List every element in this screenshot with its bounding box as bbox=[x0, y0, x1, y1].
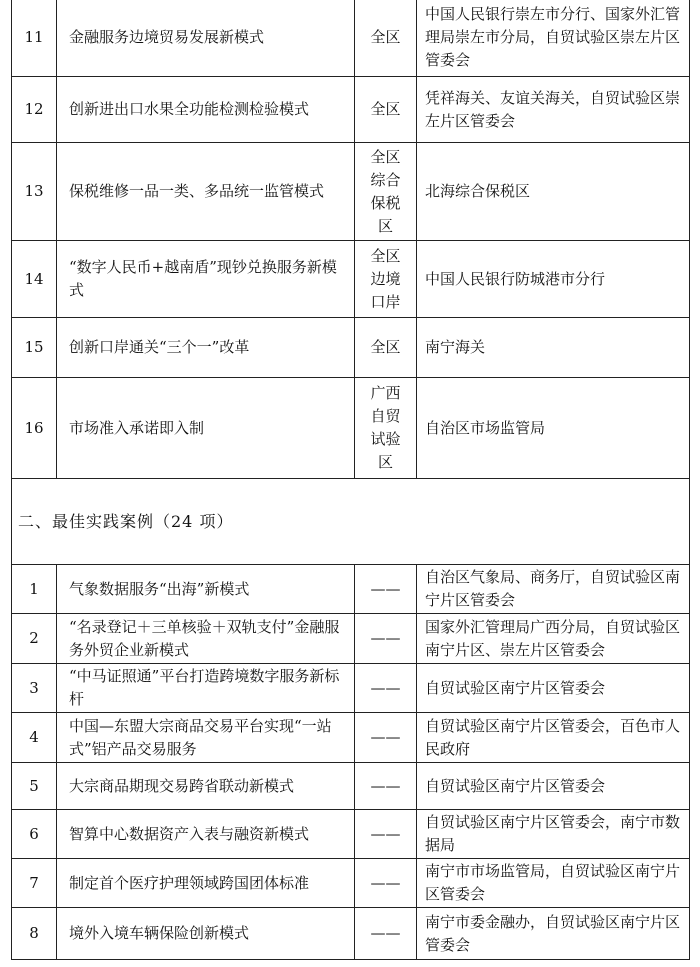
row-number: 5 bbox=[12, 763, 57, 810]
responsible-unit: 自治区气象局、商务厅，自贸试验区南宁片区管委会 bbox=[417, 565, 690, 614]
scope-cell: —— bbox=[355, 908, 417, 960]
case-name: 制定首个医疗护理领域跨国团体标准 bbox=[57, 859, 355, 908]
responsible-unit: 南宁海关 bbox=[417, 318, 690, 378]
row-number: 11 bbox=[12, 0, 57, 77]
case-name: 大宗商品期现交易跨省联动新模式 bbox=[57, 763, 355, 810]
row-number: 16 bbox=[12, 378, 57, 479]
table-row bbox=[12, 763, 690, 810]
table-row bbox=[12, 859, 690, 908]
table-row bbox=[12, 713, 690, 763]
case-name: 创新口岸通关“三个一”改革 bbox=[57, 318, 355, 378]
table-row bbox=[12, 664, 690, 713]
case-name: “中马证照通”平台打造跨境数字服务新标杆 bbox=[57, 664, 355, 713]
scope-cell: —— bbox=[355, 810, 417, 859]
table-row bbox=[12, 241, 690, 318]
responsible-unit: 中国人民银行崇左市分行、国家外汇管理局崇左市分局，自贸试验区崇左片区管委会 bbox=[417, 0, 690, 77]
row-number: 13 bbox=[12, 143, 57, 241]
scope-cell: —— bbox=[355, 859, 417, 908]
row-number: 6 bbox=[12, 810, 57, 859]
table-row bbox=[12, 318, 690, 378]
responsible-unit: 自贸试验区南宁片区管委会 bbox=[417, 664, 690, 713]
case-name: “名录登记＋三单核验＋双轨支付”金融服务外贸企业新模式 bbox=[57, 614, 355, 664]
case-name: 金融服务边境贸易发展新模式 bbox=[57, 0, 355, 77]
table-row bbox=[12, 614, 690, 664]
scope-cell: 广西自贸试验区 bbox=[370, 384, 401, 471]
scope-cell: —— bbox=[355, 614, 417, 664]
row-number: 15 bbox=[12, 318, 57, 378]
table-row bbox=[12, 0, 690, 77]
table-row bbox=[12, 143, 690, 241]
case-name: 气象数据服务“出海”新模式 bbox=[57, 565, 355, 614]
responsible-unit: 南宁市委金融办，自贸试验区南宁片区管委会 bbox=[417, 908, 690, 960]
case-name: 保税维修一品一类、多品统一监管模式 bbox=[57, 143, 355, 241]
row-number: 1 bbox=[12, 565, 57, 614]
table-row bbox=[12, 810, 690, 859]
responsible-unit: 自贸试验区南宁片区管委会，百色市人民政府 bbox=[417, 713, 690, 763]
case-name: 智算中心数据资产入表与融资新模式 bbox=[57, 810, 355, 859]
responsible-unit: 自贸试验区南宁片区管委会 bbox=[417, 763, 690, 810]
table-row bbox=[12, 908, 690, 960]
row-number: 7 bbox=[12, 859, 57, 908]
responsible-unit: 凭祥海关、友谊关海关，自贸试验区崇左片区管委会 bbox=[417, 77, 690, 143]
table-row bbox=[12, 77, 690, 143]
table-row bbox=[12, 565, 690, 614]
responsible-unit: 自贸试验区南宁片区管委会，南宁市数据局 bbox=[417, 810, 690, 859]
scope-cell: —— bbox=[355, 565, 417, 614]
scope-cell: 全区边境口岸 bbox=[370, 246, 401, 311]
row-number: 14 bbox=[12, 241, 57, 318]
scope-cell: —— bbox=[355, 763, 417, 810]
row-number: 2 bbox=[12, 614, 57, 664]
case-name: 市场准入承诺即入制 bbox=[57, 378, 355, 479]
section-title: 二、最佳实践案例（24 项） bbox=[12, 479, 690, 565]
cases-table bbox=[11, 0, 690, 960]
scope-cell: 全区 bbox=[355, 77, 417, 143]
scope-cell: —— bbox=[355, 664, 417, 713]
scope-cell: 全区 bbox=[355, 318, 417, 378]
scope-cell: 全区综合保税区 bbox=[370, 147, 401, 235]
responsible-unit: 北海综合保税区 bbox=[417, 143, 690, 241]
table-row bbox=[12, 378, 690, 479]
scope-cell: —— bbox=[355, 713, 417, 763]
row-number: 8 bbox=[12, 908, 57, 960]
row-number: 3 bbox=[12, 664, 57, 713]
case-name: “数字人民币+越南盾”现钞兑换服务新模式 bbox=[57, 241, 355, 318]
case-name: 创新进出口水果全功能检测检验模式 bbox=[57, 77, 355, 143]
case-name: 境外入境车辆保险创新模式 bbox=[57, 908, 355, 960]
responsible-unit: 南宁市市场监管局，自贸试验区南宁片区管委会 bbox=[417, 859, 690, 908]
section-row bbox=[12, 479, 690, 565]
scope-cell: 全区 bbox=[355, 0, 417, 77]
responsible-unit: 自治区市场监管局 bbox=[417, 378, 690, 479]
responsible-unit: 中国人民银行防城港市分行 bbox=[417, 241, 690, 318]
case-name: 中国—东盟大宗商品交易平台实现“一站式”铝产品交易服务 bbox=[57, 713, 355, 763]
responsible-unit: 国家外汇管理局广西分局，自贸试验区南宁片区、崇左片区管委会 bbox=[417, 614, 690, 664]
row-number: 4 bbox=[12, 713, 57, 763]
row-number: 12 bbox=[12, 77, 57, 143]
